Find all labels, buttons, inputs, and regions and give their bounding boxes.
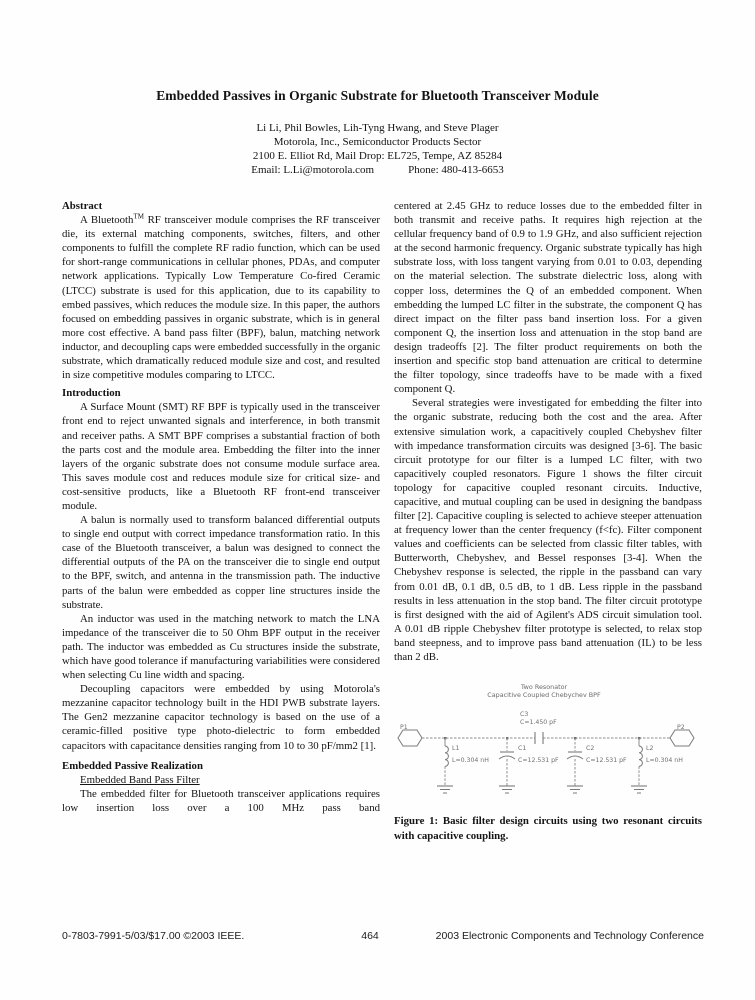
contact-line xyxy=(0,163,755,177)
author-names: Li Li, Phil Bowles, Lih-Tyng Hwang, and Steve Plager xyxy=(256,122,499,134)
phone-text: Phone: 480-413-6653 xyxy=(408,164,504,176)
capacitor-c3-value: C=1.450 pF xyxy=(520,719,557,727)
port-p1-label: P1 xyxy=(400,724,408,732)
capacitor-c2-value: C=12.531 pF xyxy=(586,757,627,765)
bandpass-subheading: Embedded Band Pass Filter xyxy=(80,773,200,786)
intro-paragraph-2: A balun is normally used to transform balanced differential outputs to single end output with correct impedance transformation ratio. In this case of the Bluetooth transceiver, a balun was designed to connect the differential outputs of the PA on the transceiver die to single end output to the BPF, switch, and antenna in the transmission path. The inductive parts of the balun were embedded as copper line structures inside the substrate. xyxy=(62,514,380,611)
page-number: 464 xyxy=(361,930,379,942)
trademark-superscript: TM xyxy=(133,212,144,221)
inductor-l1-value: L=0.304 nH xyxy=(452,757,489,765)
inductor-l1-label: L1 xyxy=(452,745,460,753)
inductor-l2-label: L2 xyxy=(646,745,654,753)
capacitor-c2-plate-bottom xyxy=(567,756,583,759)
capacitor-c3-label: C3 xyxy=(520,711,529,719)
affiliation: Motorola, Inc., Semiconductor Products Sector xyxy=(273,136,482,148)
page-footer xyxy=(0,930,755,950)
abstract-heading: Abstract xyxy=(62,200,103,212)
intro-paragraph-3: An inductor was used in the matching network to match the LNA impedance of the transceiver die to 50 Ohm BPF output in the receiver path. The inductor was embedded as Cu structures inside the substrate, which have good tolerance if manufacturing variabilities were considered when selecting Cu line width and spacing. xyxy=(62,612,380,682)
abstract-paragraph xyxy=(62,213,380,382)
author-block xyxy=(0,121,755,177)
figure-title-line2: Capacitive Coupled Chebychev BPF xyxy=(487,691,601,700)
capacitor-c2-label: C2 xyxy=(586,745,595,753)
intro-paragraph-4: Decoupling capacitors were embedded by using Motorola's mezzanine capacitor technology built in the HDI PWB substrate layers. The Gen2 mezzanine capacitor technology is based on the use of a ceramic-filled positive type photo-dielectric to form embedded capacitors with capacitance densities ranging from 10 to 30 pF/mm2 [1]. xyxy=(62,683,380,752)
figure-1 xyxy=(394,678,702,843)
introduction-heading: Introduction xyxy=(62,387,121,400)
right-paragraph-1: centered at 2.45 GHz to reduce losses due to the embedded filter in both transmit and receive paths. It requires high rejection at the cellular frequency band of 0.9 to 1.9 GHz, and also sufficient rejection at the second harmonic frequency. Organic substrate typically has high substrate loss, with loss tangent varying from 0.01 to 0.03, depending on the material selection. The substrate dielectric loss, along with copper loss, determines the Q of an embedded component. When embedding the lumped LC filter in the substrate, the component Q has direct impact on the filter pass band insertion loss. For a given component Q, the insertion loss and attenuation in the stop band are design tradeoffs [2]. The filter product requirements on both the insertion and specific stop band attenuation are critical to determine the filter topology, since tradeoffs have to be made with a fixed component Q. xyxy=(394,200,702,396)
figure-caption: Figure 1: Basic filter design circuits using two resonant circuits with capacitive coupling. xyxy=(394,815,702,842)
capacitor-c1-plate-bottom xyxy=(499,756,515,759)
capacitor-c1-label: C1 xyxy=(518,745,527,753)
abstract-lead: A Bluetooth xyxy=(80,214,134,227)
two-column-body xyxy=(62,199,702,843)
figure-title-line1: Two Resonator xyxy=(520,683,568,692)
copyright-text: 0-7803-7991-5/03/$17.00 ©2003 IEEE. xyxy=(62,930,245,942)
conference-name: 2003 Electronic Components and Technology Conference xyxy=(435,930,704,942)
left-column xyxy=(62,199,380,843)
port-p2-symbol xyxy=(670,730,694,746)
inductor-l2-value: L=0.304 nH xyxy=(646,757,683,765)
right-column xyxy=(394,199,702,843)
port-p1-symbol xyxy=(398,730,422,746)
inductor-l2-symbol xyxy=(639,746,642,766)
inductor-l1-symbol xyxy=(445,746,448,766)
paper-title: Embedded Passives in Organic Substrate for Bluetooth Transceiver Module xyxy=(156,88,599,103)
email-text: Email: L.Li@motorola.com xyxy=(251,164,375,176)
address: 2100 E. Elliot Rd, Mail Drop: EL725, Tempe, AZ 85284 xyxy=(252,150,503,162)
abstract-body: RF transceiver module comprises the RF transceiver die, its external matching components, switches, filters, and other components to fulfill the complete RF radio function, which can be used for short-range communications in cellular phones, PDAs, and computer network applications. Typically Low Temperature Co-fired Ceramic (LTCC) substrate is used for this application, due to its capability to embed passives, which reduces the module size. In this paper, the authors focused on embedding passives in organic substrate, which is in general more cost effective. A band pass filter (BPF), balun, matching network inductor, and decoupling caps were embedded successfully in the organic substrate, which dramatically reduced module size and cost, and resulted in size competitive modules comparing to LTCC. xyxy=(62,214,380,382)
capacitor-c1-value: C=12.531 pF xyxy=(518,757,559,765)
right-paragraph-2: Several strategies were investigated for embedding the filter into the organic substrate, reducing both the cost and the area. After extensive simulation work, a capacitively coupled Chebyshev filter with impedance transformation circuits was designed [3-6]. The basic circuit prototype for our filter is a lumped LC filter, with two capacitively coupled resonators. Figure 1 shows the filter circuit topology for capacitive coupled resonant circuits. Inductive, capacitive, and mutual coupling can be used in designing the bandpass filter [2]. Capacitive coupling is selected to achieve steeper attenuation at frequency lower than the center frequency (f<fc). Filter component values and coefficients can be selected from classic filter tables, with Butterworth, Chebyshev, and Bessel responses [3-4]. When the Chebyshev response is selected, the ripple in the passband can vary from 0.01 dB, 0.1 dB, 0.5 dB, to 1 dB. Less ripple in the passband results in less attenuation in the stop band. The filter circuit prototype is first designed with the aid of Agilent's ADS circuit simulation tool. A 0.01 dB ripple Chebyshev filter prototype is selected, to relax stop band steepness, and to improve pass band attenuation (IL) to be less than 2 dB. xyxy=(394,397,702,663)
port-p2-label: P2 xyxy=(677,724,685,732)
realization-heading: Embedded Passive Realization xyxy=(62,759,203,772)
realization-paragraph: The embedded filter for Bluetooth transceiver applications requires low insertion loss over a 100 MHz pass band xyxy=(62,787,380,814)
intro-paragraph-1: A Surface Mount (SMT) RF BPF is typically used in the transceiver front end to reject unwanted signals and interference, in both transmit and receiver paths. A SMT BPF comprises a substantial fraction of both the parts cost and the module area. Embedding the filter into the inner layers of the organic substrate does not consume module surface area. This saves module cost and reduces module size for critical size- and cost-sensitive products, like a Bluetooth RF front-end transceiver module. xyxy=(62,401,380,512)
filter-circuit-schematic xyxy=(394,678,702,804)
